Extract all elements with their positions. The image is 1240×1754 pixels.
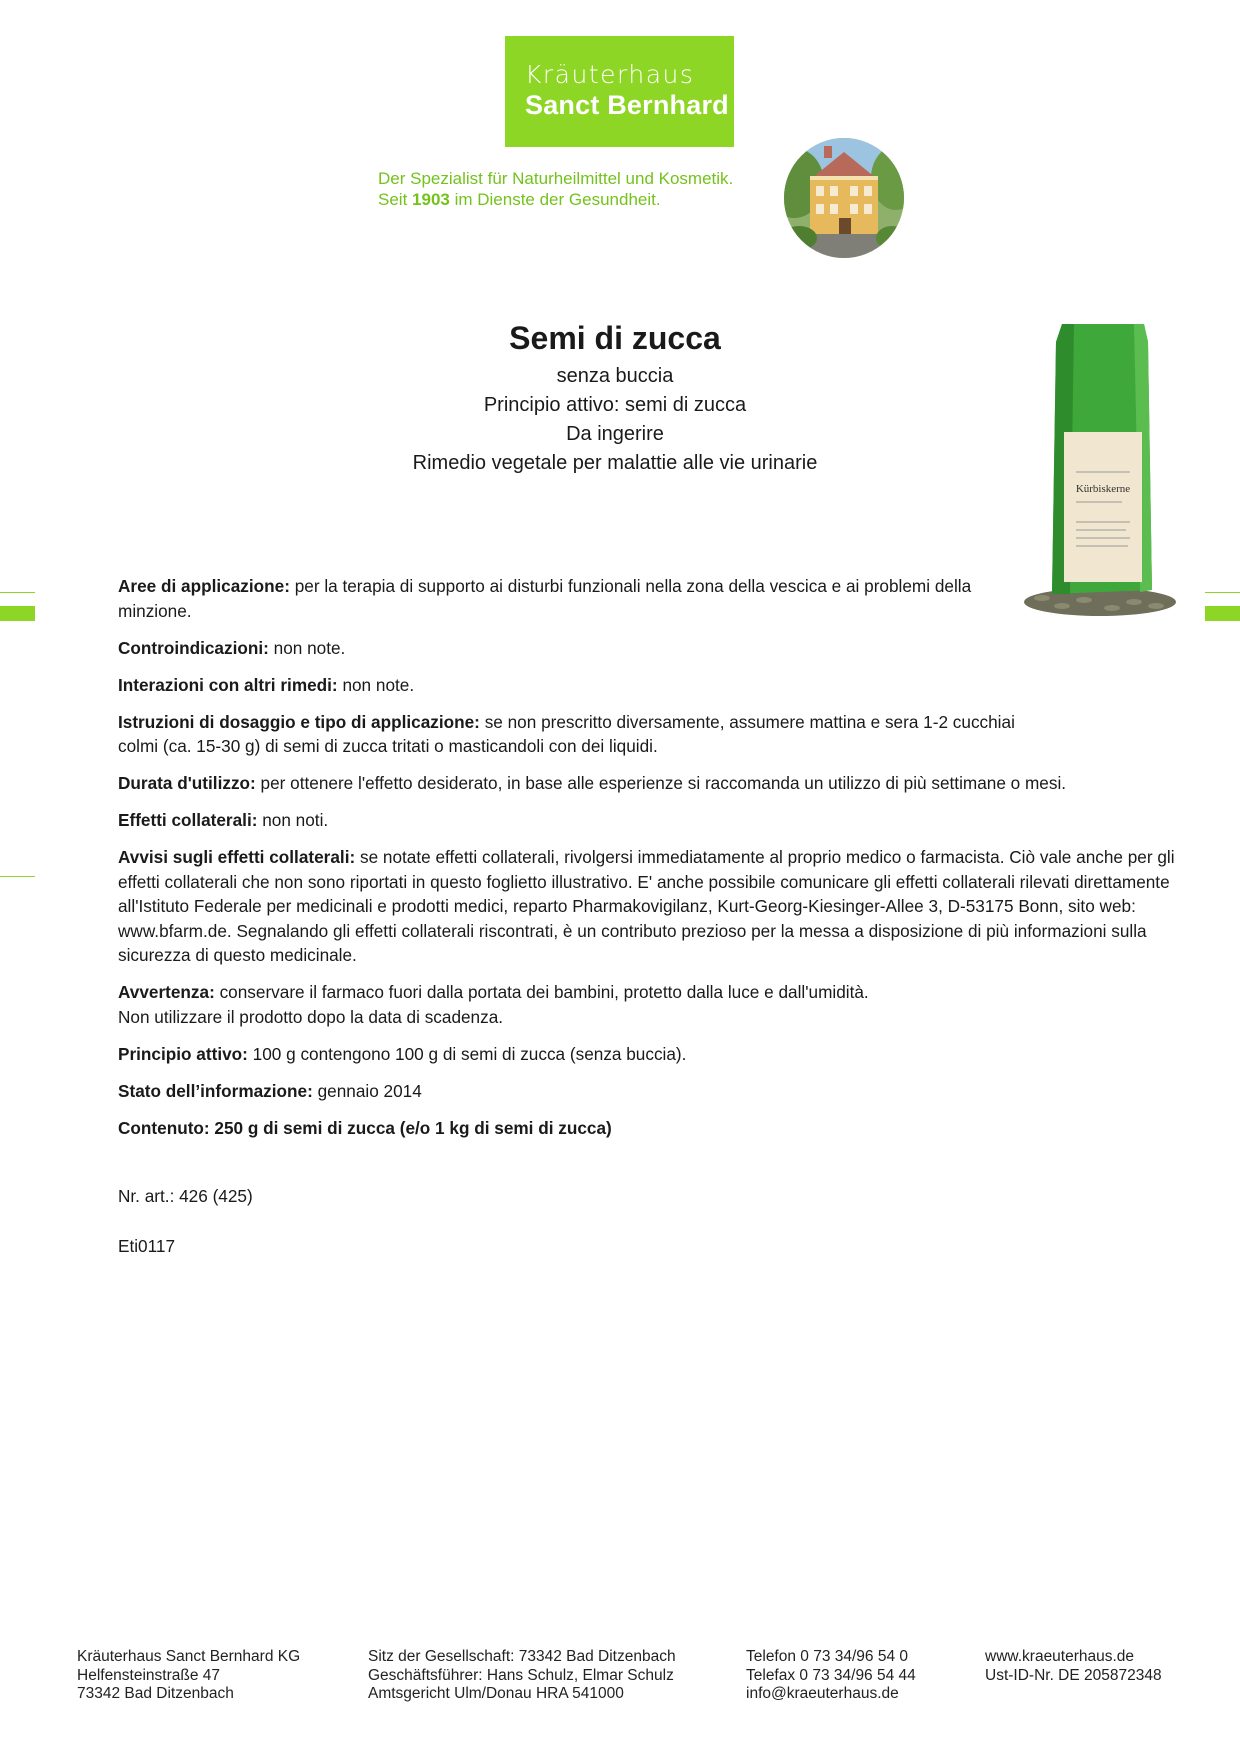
section-interactions: [118, 673, 1178, 698]
section-text: se notate effetti collaterali, rivolgersi immediatamente al proprio medico o farmacista. Ciò vale anche per gli effetti collaterali che non sono riportati in questo foglietto illustrativo. E' anche possibile comunicare gli effetti collaterali rilevati direttamente all'Istituto Federale per medicinali e prodotti medici, reparto Pharmakovigilanz, Kurt-Georg-Kiesinger-Allee 3, D-53175 Bonn, sito web: www.bfarm.de. Segnalando gli effetti collaterali riscontrati, è un contributo prezioso per la messa a disposizione di più informazioni sulla sicurezza di questo medicinale.: [118, 847, 1175, 965]
section-label: Avvertenza:: [118, 982, 215, 1002]
tagline-line-1: Der Spezialist für Naturheilmittel und Kosmetik.: [378, 169, 734, 188]
right-mark-bar: [1205, 606, 1240, 621]
section-label: Principio attivo:: [118, 1043, 248, 1064]
product-title-block: [300, 318, 930, 478]
footer-phone: Telefon 0 73 34/96 54 0: [746, 1648, 909, 1665]
section-side-effects: [118, 808, 1178, 833]
section-dosage: [118, 710, 1048, 759]
right-mark-line-top: [1205, 592, 1240, 593]
section-content: [118, 1116, 1178, 1141]
left-mark-line-top: [0, 592, 35, 593]
logo-line-1: Kräuterhaus: [525, 60, 695, 89]
section-text: 100 g contengono 100 g di semi di zucca (senza buccia).: [252, 1043, 687, 1064]
footer-line: Amtsgericht Ulm/Donau HRA 541000: [368, 1685, 624, 1702]
leaflet-content: [118, 574, 1178, 1153]
brand-logo: [505, 36, 734, 147]
product-title: Semi di zucca: [509, 320, 721, 356]
section-text-2: Non utilizzare il prodotto dopo la data di scadenza.: [118, 1006, 504, 1027]
section-label: Contenuto: 250 g di semi di zucca (e/o 1 kg di semi di zucca): [118, 1117, 612, 1138]
tagline-year: 1903: [412, 190, 450, 209]
section-label: Istruzioni di dosaggio e tipo di applicazione:: [118, 711, 480, 732]
label-code: Eti0117: [118, 1236, 176, 1256]
footer-fax: Telefax 0 73 34/96 54 44: [746, 1666, 916, 1684]
section-label: Aree di applicazione:: [118, 576, 290, 596]
section-text: se non prescritto diversamente, assumere mattina e sera 1-2 cucchiai colmi (ca. 15-30 g) di semi di zucca tritati o masticandoli con dei liquidi.: [118, 711, 1015, 756]
article-number: Nr. art.: 426 (425): [118, 1186, 253, 1206]
section-text: non noti.: [262, 810, 329, 830]
footer-email: info@kraeuterhaus.de: [746, 1685, 899, 1702]
tagline-line-2: [378, 189, 733, 210]
footer-line: Helfensteinstraße 47: [77, 1666, 221, 1684]
section-label: Controindicazioni:: [118, 637, 269, 658]
section-information-status: [118, 1079, 1178, 1104]
footer-website: www.kraeuterhaus.de: [985, 1648, 1135, 1665]
logo-line-2: Sanct Bernhard: [525, 90, 729, 120]
section-label: Stato dell’informazione:: [118, 1080, 313, 1101]
section-contraindications: [118, 636, 1178, 661]
footer-contact: [746, 1648, 916, 1704]
section-active-ingredient: [118, 1042, 1178, 1067]
section-text: non note.: [273, 637, 346, 658]
building-photo: [784, 138, 904, 258]
section-side-effect-notices: [118, 845, 1178, 968]
left-mark-bar: [0, 606, 35, 621]
section-label: Durata d'utilizzo:: [118, 773, 256, 793]
section-text: non note.: [342, 674, 415, 695]
section-application-areas: [118, 574, 978, 623]
section-text: conservare il farmaco fuori dalla portata dei bambini, protetto dalla luce e dall'umidità.: [219, 982, 869, 1002]
footer-line: Sitz der Gesellschaft: 73342 Bad Ditzenbach: [368, 1648, 676, 1665]
footer-vat-id: Ust-ID-Nr. DE 205872348: [985, 1666, 1162, 1684]
section-text: per ottenere l'effetto desiderato, in base alle esperienze si raccomanda un utilizzo di più settimane o mesi.: [260, 773, 1067, 793]
section-text: per la terapia di supporto ai disturbi funzionali nella zona della vescica e ai problemi della minzione.: [118, 576, 972, 621]
footer-line: 73342 Bad Ditzenbach: [77, 1685, 234, 1702]
tagline-prefix: Seit: [378, 190, 413, 209]
section-label: Avvisi sugli effetti collaterali:: [118, 847, 356, 867]
footer-company-registry: [368, 1648, 676, 1704]
product-subtitle-2: Principio attivo: semi di zucca: [483, 394, 747, 416]
left-mark-line-bottom: [0, 876, 35, 877]
footer-web: [985, 1648, 1162, 1685]
tagline-suffix: im Dienste der Gesundheit.: [449, 190, 661, 209]
section-duration: [118, 771, 1178, 796]
footer-company-address: [77, 1648, 300, 1704]
product-subtitle-3: Da ingerire: [566, 423, 664, 445]
footer-line: Kräuterhaus Sanct Bernhard KG: [77, 1648, 301, 1665]
section-label: Interazioni con altri rimedi:: [118, 674, 338, 695]
product-subtitle-4: Rimedio vegetale per malattie alle vie urinarie: [412, 452, 818, 474]
section-label: Effetti collaterali:: [118, 810, 258, 830]
footer-line: Geschäftsführer: Hans Schulz, Elmar Schulz: [368, 1666, 674, 1684]
company-tagline: [378, 168, 733, 210]
product-subtitle-1: senza buccia: [556, 365, 674, 387]
section-warning: [118, 980, 1178, 1029]
package-label: Kürbiskerne: [1075, 483, 1131, 495]
section-text: gennaio 2014: [317, 1080, 422, 1101]
